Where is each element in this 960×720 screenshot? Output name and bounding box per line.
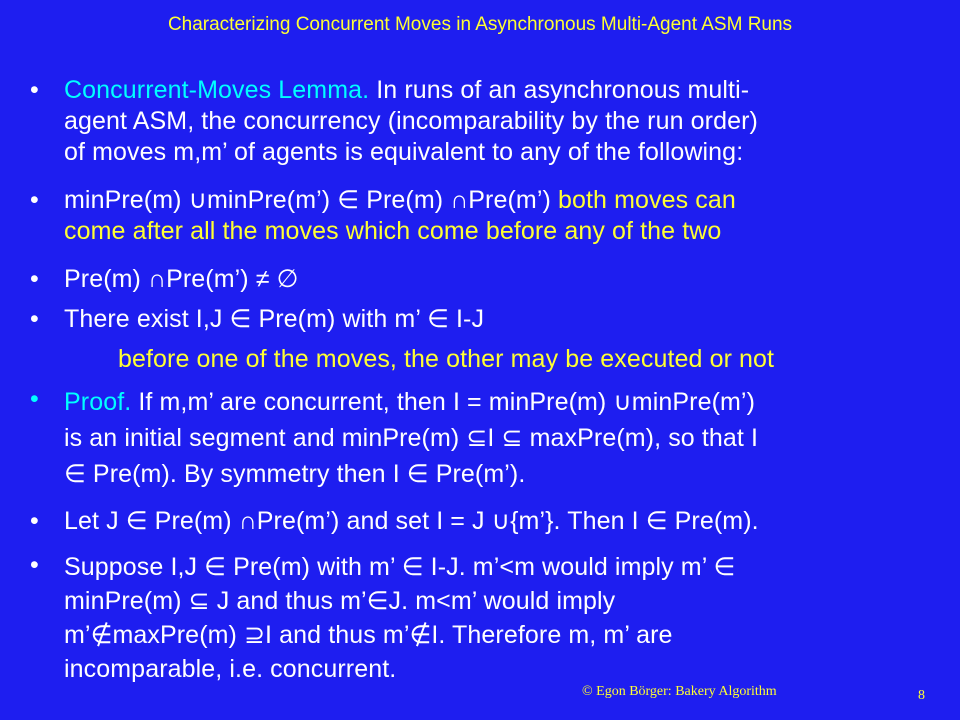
- lemma-line-3: of moves m,m’ of agents is equivalent to any of the following:: [64, 138, 744, 166]
- lemma-line-1: In runs of an asynchronous multi-: [369, 76, 750, 104]
- bullet-marker: •: [30, 186, 39, 214]
- bullet-marker: •: [30, 265, 39, 293]
- minpre-explanation-2: come after all the moves which come before any of the two: [64, 217, 722, 245]
- lemma-heading: Concurrent-Moves Lemma.: [64, 76, 370, 104]
- pre-intersection-text: Pre(m) ∩Pre(m’) ≠ ∅: [64, 265, 299, 293]
- bullet-marker: •: [30, 551, 39, 579]
- there-exist-text: There exist I,J ∈ Pre(m) with m’ ∈ I-J: [64, 305, 485, 333]
- suppose-line-3: m’∉maxPre(m) ⊇I and thus m’∉I. Therefore m, m’ are: [64, 621, 673, 649]
- bullet-marker: •: [30, 305, 39, 333]
- proof-label: Proof.: [64, 388, 132, 416]
- page-number: 8: [918, 688, 925, 703]
- footer-credit: © Egon Börger: Bakery Algorithm: [582, 684, 777, 699]
- proof-line-3: ∈ Pre(m). By symmetry then I ∈ Pre(m’).: [64, 460, 526, 488]
- let-j-text: Let J ∈ Pre(m) ∩Pre(m’) and set I = J ∪{m’}. Then I ∈ Pre(m).: [64, 507, 759, 535]
- minpre-formula: minPre(m) ∪minPre(m’) ∈ Pre(m) ∩Pre(m’): [64, 186, 551, 214]
- minpre-explanation-1: both moves can: [550, 186, 736, 214]
- slide-title: Characterizing Concurrent Moves in Asynchronous Multi-Agent ASM Runs: [167, 14, 793, 35]
- bullet-marker: •: [30, 76, 39, 104]
- note-text: before one of the moves, the other may be executed or not: [118, 345, 775, 373]
- bullet-marker: •: [30, 385, 39, 413]
- suppose-line-1: Suppose I,J ∈ Pre(m) with m’ ∈ I-J. m’<m would imply m’ ∈: [64, 553, 736, 581]
- suppose-line-4: incomparable, i.e. concurrent.: [64, 655, 397, 683]
- proof-line-1: If m,m’ are concurrent, then I = minPre(m) ∪minPre(m’): [131, 388, 756, 416]
- proof-line-2: is an initial segment and minPre(m) ⊆I ⊆ maxPre(m), so that I: [64, 424, 759, 452]
- bullet-marker: •: [30, 507, 39, 535]
- lemma-line-2: agent ASM, the concurrency (incomparability by the run order): [64, 107, 758, 135]
- suppose-line-2: minPre(m) ⊆ J and thus m’∈J. m<m’ would imply: [64, 587, 616, 615]
